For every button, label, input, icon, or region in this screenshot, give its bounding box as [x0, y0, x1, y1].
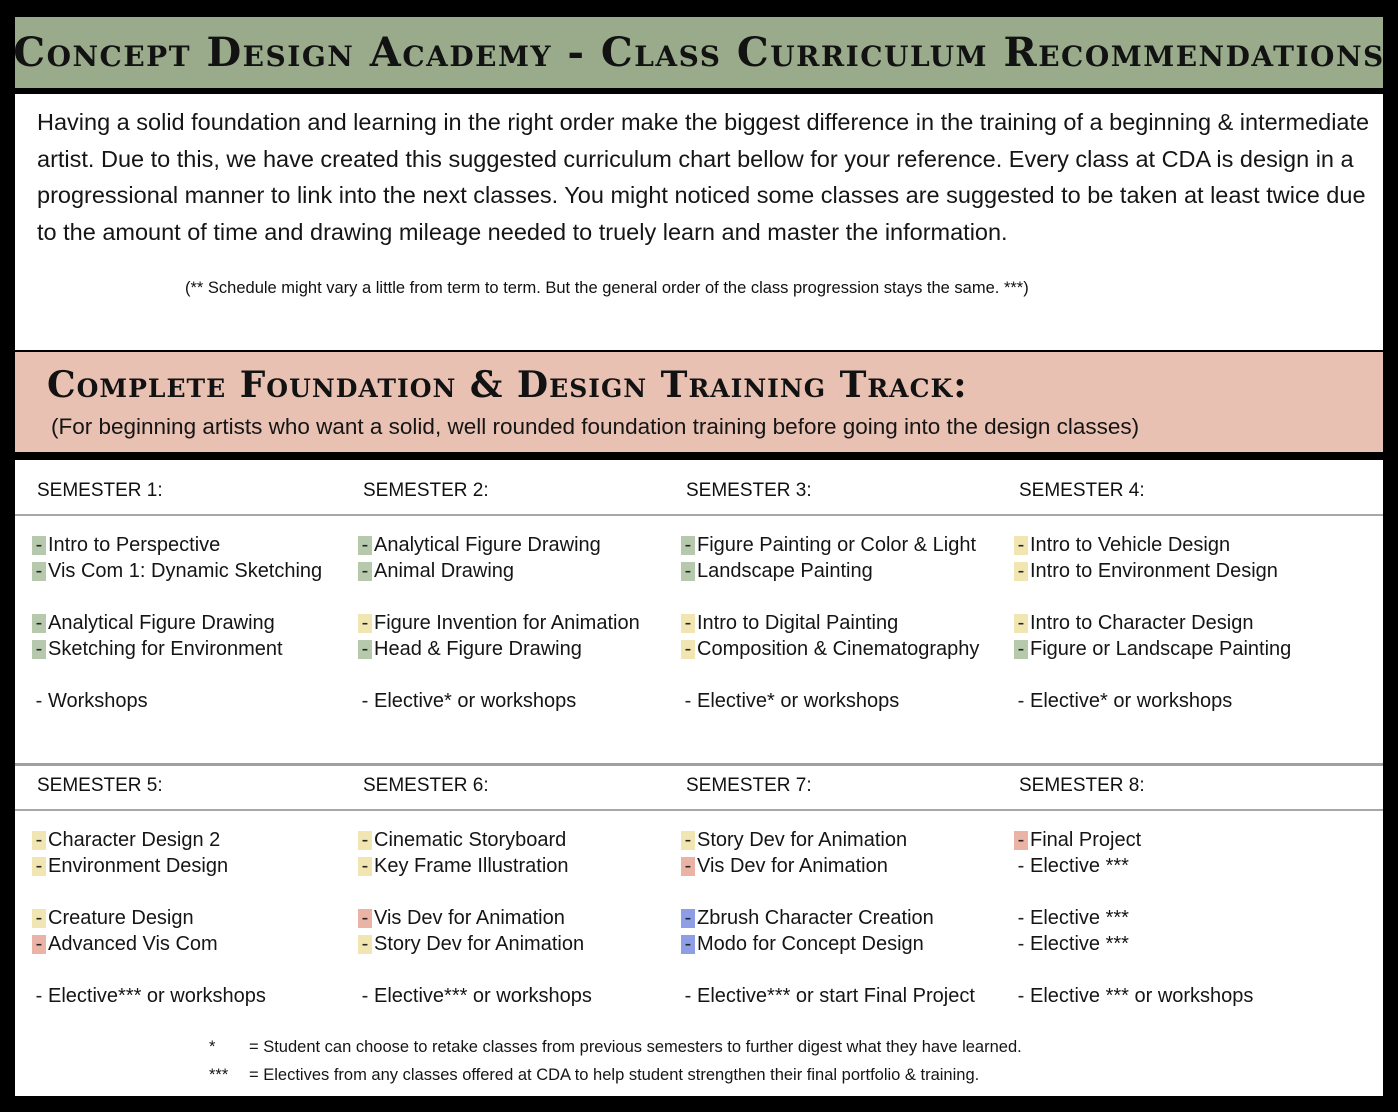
course-name: Advanced Vis Com [48, 933, 218, 955]
title-banner [15, 17, 1383, 88]
course-item [1014, 983, 1253, 1009]
course-name: Elective *** [1030, 855, 1129, 877]
course-name: Figure Invention for Animation [374, 612, 640, 634]
course-name: Cinematic Storyboard [374, 829, 567, 851]
course-item [1014, 931, 1129, 957]
course-item [358, 636, 582, 662]
course-name: Elective*** or workshops [374, 985, 592, 1007]
course-color-tag: - [1017, 854, 1025, 877]
course-color-tag: - [681, 614, 695, 633]
course-name: Analytical Figure Drawing [48, 612, 275, 634]
course-name: Intro to Vehicle Design [1030, 534, 1231, 556]
course-color-tag: - [361, 689, 369, 712]
course-color-tag: - [1014, 536, 1028, 555]
course-color-tag: - [35, 689, 43, 712]
course-name: Elective*** or start Final Project [697, 985, 975, 1007]
schedule-note: (** Schedule might vary a little from term to term. But the general order of the class progression stays the same. ***) [185, 279, 1029, 297]
course-color-tag: - [681, 640, 695, 659]
semester-label: SEMESTER 5: [37, 775, 163, 796]
course-item [358, 827, 566, 853]
course-color-tag: - [358, 831, 372, 850]
course-color-tag: - [1017, 689, 1025, 712]
course-color-tag: - [1017, 906, 1025, 929]
track-banner [15, 352, 1383, 452]
curriculum-schedule [15, 460, 1383, 1096]
course-color-tag: - [32, 640, 46, 659]
course-item [681, 853, 888, 879]
course-color-tag: - [684, 689, 692, 712]
course-name: Story Dev for Animation [374, 933, 585, 955]
course-color-tag: - [1014, 831, 1028, 850]
course-color-tag: - [358, 857, 372, 876]
course-name: Analytical Figure Drawing [374, 534, 601, 556]
course-name: Character Design 2 [48, 829, 221, 851]
footnote-symbol: *** [209, 1066, 229, 1084]
course-item [681, 610, 898, 636]
course-color-tag: - [358, 909, 372, 928]
course-color-tag: - [1017, 984, 1025, 1007]
course-color-tag: - [32, 614, 46, 633]
course-item [681, 532, 976, 558]
course-item [1014, 558, 1278, 584]
course-item [32, 636, 283, 662]
course-name: Creature Design [48, 907, 194, 929]
course-color-tag: - [35, 984, 43, 1007]
course-item [32, 610, 275, 636]
course-item [1014, 636, 1291, 662]
course-name: Vis Dev for Animation [374, 907, 565, 929]
course-name: Elective* or workshops [374, 690, 577, 712]
course-name: Landscape Painting [697, 560, 873, 582]
course-name: Elective*** or workshops [48, 985, 266, 1007]
course-color-tag: - [358, 935, 372, 954]
course-color-tag: - [32, 536, 46, 555]
course-color-tag: - [681, 562, 695, 581]
course-item [1014, 853, 1129, 879]
course-color-tag: - [358, 614, 372, 633]
course-item [358, 853, 569, 879]
course-color-tag: - [358, 562, 372, 581]
course-color-tag: - [681, 536, 695, 555]
course-name: Intro to Environment Design [1030, 560, 1278, 582]
course-color-tag: - [681, 831, 695, 850]
course-color-tag: - [1014, 562, 1028, 581]
course-name: Animal Drawing [374, 560, 515, 582]
course-color-tag: - [681, 857, 695, 876]
course-item [358, 983, 592, 1009]
course-name: Modo for Concept Design [697, 933, 924, 955]
course-name: Environment Design [48, 855, 229, 877]
course-item [32, 532, 220, 558]
course-item [681, 558, 873, 584]
course-item [32, 688, 148, 714]
course-name: Head & Figure Drawing [374, 638, 582, 660]
course-name: Vis Com 1: Dynamic Sketching [48, 560, 323, 582]
footnote-text: = Electives from any classes offered at CDA to help student strengthen their final portfolio & training. [249, 1066, 980, 1084]
course-color-tag: - [681, 909, 695, 928]
course-item [1014, 905, 1129, 931]
course-name: Elective *** [1030, 933, 1129, 955]
course-color-tag: - [358, 640, 372, 659]
course-color-tag: - [32, 857, 46, 876]
course-color-tag: - [32, 831, 46, 850]
intro-text: Having a solid foundation and learning in the right order make the biggest difference in the training of a beginning & intermediate artist. Due to this, we have created this suggested curriculum chart bellow for your reference. Every class at CDA is design in a progressional manner to link into the next classes. You might noticed some classes are suggested to be taken at least twice due to the amount of time and drawing mileage needed to truely learn and master the information. [37, 109, 1370, 245]
course-name: Story Dev for Animation [697, 829, 908, 851]
course-name: Intro to Character Design [1030, 612, 1254, 634]
course-name: Key Frame Illustration [374, 855, 569, 877]
course-name: Sketching for Environment [48, 638, 283, 660]
course-name: Elective* or workshops [697, 690, 900, 712]
course-color-tag: - [32, 935, 46, 954]
course-item [358, 558, 514, 584]
course-item [681, 688, 899, 714]
course-color-tag: - [1014, 640, 1028, 659]
course-color-tag: - [684, 984, 692, 1007]
course-item [681, 827, 907, 853]
course-name: Elective *** [1030, 907, 1129, 929]
course-item [32, 905, 194, 931]
semester-label: SEMESTER 6: [363, 775, 489, 796]
course-name: Figure Painting or Color & Light [697, 534, 977, 556]
track-title: Complete Foundation & Design Training Track: [47, 364, 968, 406]
course-name: Composition & Cinematography [697, 638, 980, 660]
course-item [681, 636, 979, 662]
course-item [32, 558, 322, 584]
course-color-tag: - [1017, 932, 1025, 955]
course-color-tag: - [1014, 614, 1028, 633]
semester-label: SEMESTER 7: [686, 775, 812, 796]
course-name: Intro to Perspective [48, 534, 221, 556]
track-subtitle: (For beginning artists who want a solid, well rounded foundation training before going into the design classes) [51, 414, 1140, 439]
course-name: Vis Dev for Animation [697, 855, 888, 877]
course-name: Figure or Landscape Painting [1030, 638, 1292, 660]
footnote-symbol: * [209, 1038, 216, 1056]
semester-label: SEMESTER 8: [1019, 775, 1145, 796]
semester-label: SEMESTER 4: [1019, 480, 1145, 501]
semester-label: SEMESTER 1: [37, 480, 163, 501]
course-name: Workshops [48, 690, 148, 712]
course-item [358, 532, 601, 558]
course-item [358, 931, 584, 957]
course-item [1014, 827, 1141, 853]
course-item [32, 853, 228, 879]
course-name: Final Project [1030, 829, 1142, 851]
course-item [681, 983, 975, 1009]
semester-label: SEMESTER 3: [686, 480, 812, 501]
course-item [358, 905, 565, 931]
course-item [32, 931, 218, 957]
course-color-tag: - [361, 984, 369, 1007]
course-name: Elective *** or workshops [1030, 985, 1254, 1007]
course-name: Elective* or workshops [1030, 690, 1233, 712]
page-title: Concept Design Academy - Class Curriculum Recommendations [13, 29, 1385, 76]
course-item [681, 931, 924, 957]
course-color-tag: - [358, 536, 372, 555]
course-item [32, 827, 220, 853]
course-item [681, 905, 934, 931]
course-item [1014, 610, 1253, 636]
course-item [1014, 688, 1232, 714]
course-item [358, 610, 640, 636]
course-color-tag: - [681, 935, 695, 954]
course-name: Zbrush Character Creation [697, 907, 934, 929]
course-item [358, 688, 576, 714]
semester-label: SEMESTER 2: [363, 480, 489, 501]
course-name: Intro to Digital Painting [697, 612, 899, 634]
course-color-tag: - [32, 909, 46, 928]
course-item [32, 983, 266, 1009]
course-item [1014, 532, 1230, 558]
footnote-text: = Student can choose to retake classes from previous semesters to further digest what they have learned. [249, 1038, 1022, 1056]
intro-section [15, 94, 1383, 350]
course-color-tag: - [32, 562, 46, 581]
